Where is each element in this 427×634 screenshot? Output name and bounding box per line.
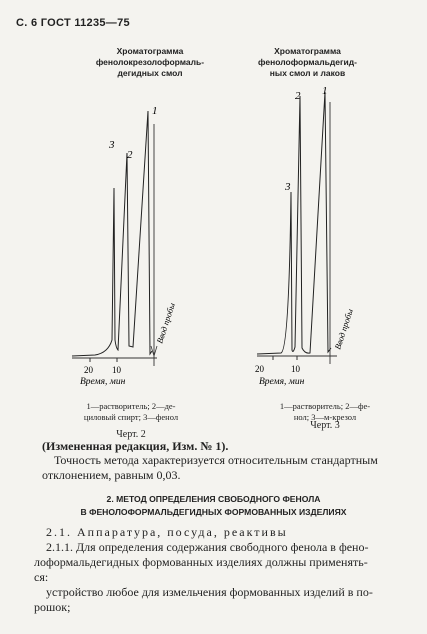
figure3-peak-2: 2 — [295, 90, 301, 102]
edition-note: (Измененная редакция, Изм. № 1). — [42, 439, 229, 453]
figure3-injection-label: Ввод пробы — [332, 307, 355, 351]
figure2-peak-1: 1 — [152, 105, 158, 117]
figure3-peak-3: 3 — [285, 181, 291, 193]
figure3-label: Черт. 3 — [310, 420, 340, 431]
list-item-grinder: устройство любое для измельчения формованных изделий в по- рошок; — [34, 585, 373, 614]
figure2-injection-label: Ввод пробы — [154, 301, 177, 345]
page-header: С. 6 ГОСТ 11235—75 — [16, 17, 130, 29]
accuracy-paragraph: Точность метода характеризуется относительным стандартным отклонением, равным 0,03. — [42, 453, 378, 482]
figure3-peak-1: 1 — [322, 85, 328, 97]
figure3-xlabel: Время, мин — [259, 377, 305, 387]
figure2-tick-20: 20 — [84, 365, 93, 375]
figure3-tick-10: 10 — [291, 364, 300, 374]
figure3-chromatogram — [245, 82, 360, 392]
figure3-tick-20: 20 — [255, 364, 264, 374]
figure2-title: Хроматограмма фенолокрезолоформаль- дегидных смол — [95, 46, 205, 78]
figure3-trace — [257, 92, 331, 354]
figure2-peak-3: 3 — [109, 139, 115, 151]
figure2-tick-10: 10 — [112, 365, 121, 375]
figure2-caption: 1—растворитель; 2—де- циловый спирт; 3—фенол — [83, 401, 179, 422]
clause-2-1-1: 2.1.1. Для определения содержания свободного фенола в фено- лоформальдегидных формованных изделиях должны применять- ся: — [34, 540, 369, 584]
figure3-title: Хроматограмма фенолоформальдегид- ных смол и лаков — [258, 46, 357, 78]
figure2-peak-2: 2 — [127, 149, 133, 161]
clause-2-1: 2.1. Аппаратура, посуда, реактивы — [46, 525, 288, 539]
figure3-caption: 1—растворитель; 2—фе- нол; 3—м-крезол — [279, 401, 371, 422]
figure2-xlabel: Время, мин — [80, 377, 126, 386]
section-heading: 2. МЕТОД ОПРЕДЕЛЕНИЯ СВОБОДНОГО ФЕНОЛА В ФЕНОЛОФОРМАЛЬДЕГИДНЫХ ФОРМОВАННЫХ ИЗДЕЛИЯХ — [80, 494, 347, 517]
figure2-label: Черт. 2 — [116, 429, 146, 440]
figure2-chromatogram — [60, 96, 180, 386]
